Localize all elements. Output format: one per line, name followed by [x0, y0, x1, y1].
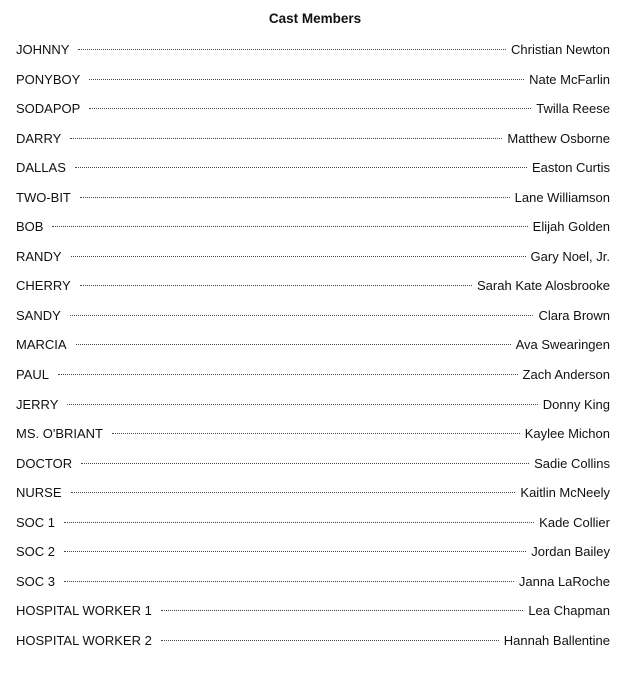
dot-leader: [112, 433, 520, 434]
dot-leader: [81, 463, 529, 464]
cast-row: [16, 97, 610, 127]
page-title: Cast Members: [268, 11, 362, 26]
cast-row: [16, 511, 610, 541]
role-name: HOSPITAL WORKER 1: [16, 603, 152, 619]
role-name: DARRY: [16, 130, 62, 146]
cast-row: [16, 333, 610, 363]
actor-name: Kade Collier: [539, 514, 610, 530]
dot-leader: [71, 256, 526, 257]
role-name: SODAPOP: [16, 101, 81, 117]
dot-leader: [70, 138, 502, 139]
dot-leader: [78, 49, 506, 50]
cast-row: [16, 186, 610, 216]
cast-row: [16, 629, 610, 659]
role-name: TWO-BIT: [16, 189, 71, 205]
cast-row: [16, 422, 610, 452]
actor-name: Christian Newton: [511, 42, 610, 57]
dot-leader: [70, 315, 534, 316]
dot-leader: [89, 79, 524, 80]
role-name: SANDY: [16, 307, 61, 323]
cast-row: [16, 274, 610, 304]
actor-name: Gary Noel, Jr.: [530, 248, 610, 264]
dot-leader: [71, 492, 516, 493]
role-name: MS. O'BRIANT: [16, 426, 103, 442]
actor-name: Jordan Bailey: [531, 544, 610, 560]
role-name: DALLAS: [16, 160, 66, 176]
actor-name: Lane Williamson: [514, 189, 610, 205]
actor-name: Kaitlin McNeely: [520, 485, 610, 501]
cast-row: [16, 393, 610, 423]
role-name: NURSE: [16, 485, 62, 501]
actor-name: Clara Brown: [538, 307, 610, 323]
cast-row: [16, 215, 610, 245]
cast-row: [16, 481, 610, 511]
actor-name: Twilla Reese: [536, 101, 610, 117]
dot-leader: [161, 610, 524, 611]
dot-leader: [89, 108, 531, 109]
dot-leader: [52, 226, 527, 227]
role-name: JOHNNY: [16, 42, 70, 57]
dot-leader: [64, 581, 514, 582]
cast-row: [16, 127, 610, 157]
cast-row: [16, 68, 610, 98]
role-name: SOC 3: [16, 573, 56, 589]
cast-row: [16, 304, 610, 334]
actor-name: Ava Swearingen: [515, 337, 610, 353]
actor-name: Easton Curtis: [531, 160, 610, 176]
dot-leader: [64, 522, 534, 523]
actor-name: Janna LaRoche: [518, 573, 610, 589]
cast-row: [16, 452, 610, 482]
dot-leader: [64, 551, 526, 552]
cast-row: [16, 245, 610, 275]
dot-leader: [76, 344, 511, 345]
role-name: DOCTOR: [16, 455, 73, 471]
cast-row: [16, 540, 610, 570]
role-name: PONYBOY: [16, 71, 81, 87]
role-name: BOB: [16, 219, 44, 235]
actor-name: Elijah Golden: [532, 219, 610, 235]
role-name: SOC 2: [16, 544, 56, 560]
actor-name: Kaylee Michon: [524, 426, 610, 442]
actor-name: Sadie Collins: [534, 455, 610, 471]
cast-row: [16, 363, 610, 393]
role-name: MARCIA: [16, 337, 67, 353]
role-name: PAUL: [16, 367, 49, 383]
actor-name: Sarah Kate Alosbrooke: [477, 278, 610, 294]
role-name: RANDY: [16, 248, 62, 264]
actor-name: Nate McFarlin: [529, 71, 610, 87]
role-name: JERRY: [16, 396, 59, 412]
dot-leader: [58, 374, 518, 375]
dot-leader: [80, 197, 510, 198]
role-name: HOSPITAL WORKER 2: [16, 632, 152, 648]
dot-leader: [80, 285, 472, 286]
cast-row: [16, 38, 610, 68]
cast-row: [16, 599, 610, 629]
dot-leader: [67, 404, 537, 405]
actor-name: Donny King: [542, 396, 610, 412]
actor-name: Zach Anderson: [522, 367, 610, 383]
cast-row: [16, 570, 610, 600]
actor-name: Lea Chapman: [528, 603, 610, 619]
actor-name: Matthew Osborne: [507, 130, 610, 146]
role-name: CHERRY: [16, 278, 71, 294]
dot-leader: [75, 167, 527, 168]
role-name: SOC 1: [16, 514, 56, 530]
dot-leader: [161, 640, 499, 641]
cast-row: [16, 156, 610, 186]
cast-list: [16, 38, 610, 658]
actor-name: Hannah Ballentine: [503, 632, 610, 648]
